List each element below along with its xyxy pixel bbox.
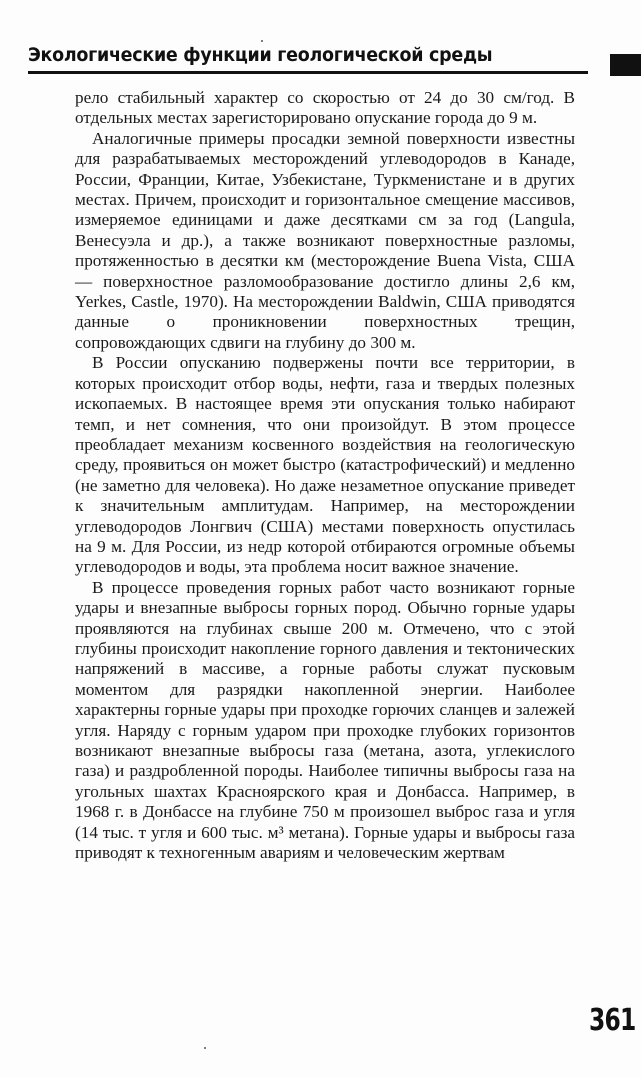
- header-rule: [28, 71, 588, 74]
- speck: [204, 1047, 206, 1049]
- paragraph: В процессе проведения горных работ часто возникают горные удары и внезапные выбросы горных пород. Обычно горные удары проявляются на глубинах свыше 200 м. Отмечено, что с этой глубины происходит накопление горного давления и тектонических напряжений в массиве, а горные работы служат пусковым моментом для разрядки накопленной энергии. Наиболее характерны горные удары при проходке горючих сланцев и залежей угля. Наряду с горным ударом при проходке глубоких горизонтов возникают внезапные выбросы газа (метана, азота, углекислого газа) и раздробленной породы. Наиболее типичны выбросы газа на угольных шахтах Красноярского края и Донбасса. Например, в 1968 г. в Донбассе на глубине 750 м произошел выброс газа и угля (14 тыс. т угля и 600 тыс. м³ метана). Горные удары и выбросы газа приводят к техногенным авариям и человеческим жертвам: [75, 577, 575, 863]
- paragraph: Аналогичные примеры просадки земной поверхности известны для разрабатываемых месторождений углеводородов в Канаде, России, Франции, Китае, Узбекистане, Туркменистане и в других местах. Причем, происходит и горизонтальное смещение массивов, измеряемое единицами и даже десятками см за год (Langula, Венесуэла и др.), а также возникают поверхностные разломы, протяженностью в десятки км (месторождение Buena Vista, США — поверхностное разломообразование достигло длины 2,6 км, Yerkes, Castle, 1970). На месторождении Baldwin, США приводятся данные о проникновении поверхностных трещин, сопровождающих сдвиги на глубину до 300 м.: [75, 128, 575, 352]
- running-header-title: Экологические функции геологической среды: [28, 44, 493, 66]
- paragraph-continuation: рело стабильный характер со скоростью от 24 до 30 см/год. В отдельных местах зарегисторировано опускание города до 9 м.: [75, 88, 575, 128]
- running-header: [28, 44, 623, 78]
- header-block: [610, 54, 641, 76]
- page-number: 361: [589, 1003, 636, 1038]
- body-text: [75, 88, 575, 863]
- speck: [261, 40, 263, 42]
- paragraph: В России опусканию подвержены почти все территории, в которых происходит отбор воды, нефти, газа и твердых полезных ископаемых. В настоящее время эти опускания только набирают темп, и нет сомнения, что они произойдут. В этом процессе преобладает механизм косвенного воздействия на геологическую среду, проявиться он может быстро (катастрофический) и медленно (не заметно для человека). Но даже незаметное опускание приведет к значительным амплитудам. Например, на месторождении углеводородов Лонгвич (США) местами поверхность опустилась на 9 м. Для России, из недр которой отбираются огромные объемы углеводородов и воды, эта проблема носит важное значение.: [75, 353, 575, 577]
